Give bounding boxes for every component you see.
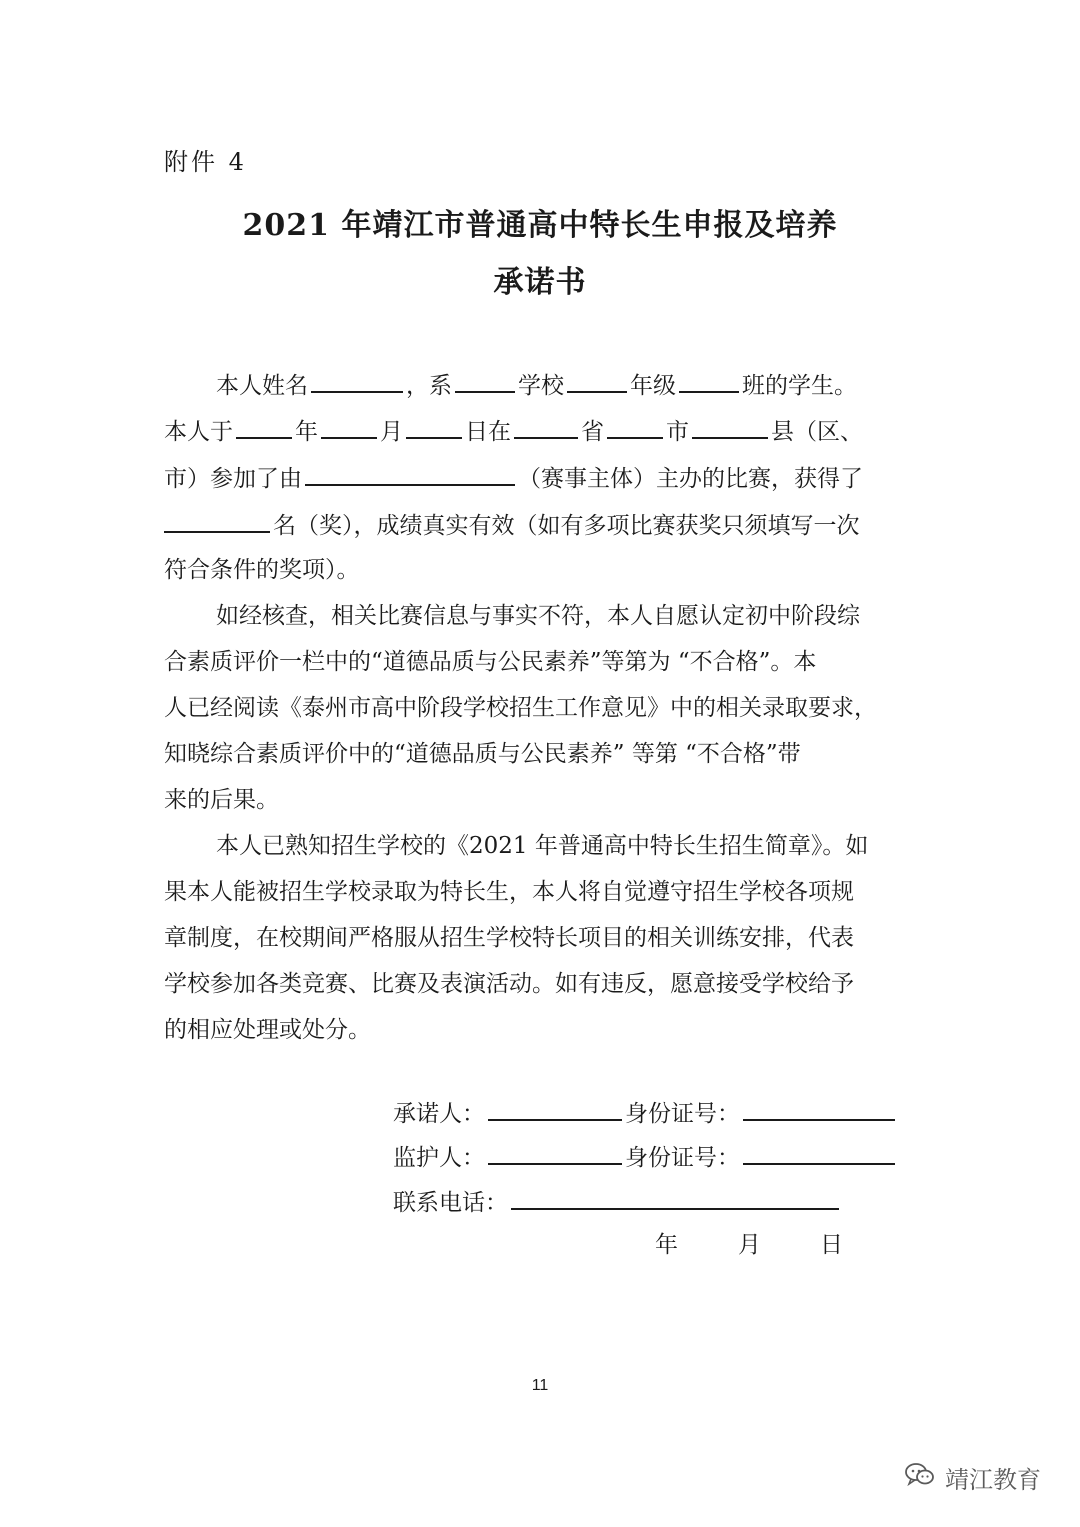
para2-line5: 来的后果。 xyxy=(164,787,279,813)
para1-line1: 本人姓名 ，系 学校 年级 班的学生。 xyxy=(216,369,857,401)
watermark-text: 靖江教育 xyxy=(945,1466,1041,1494)
class-blank xyxy=(679,369,739,393)
para3-line1: 本人已熟知招生学校的《2021 年普通高中特长生招生简章》。如 xyxy=(216,833,869,859)
para1-line5: 符合条件的奖项）。 xyxy=(164,557,360,583)
attachment-label: 附件 4 xyxy=(164,148,247,176)
county-blank xyxy=(692,415,768,439)
date-year: 年 xyxy=(655,1232,678,1258)
wechat-icon xyxy=(905,1462,935,1494)
phone-blank xyxy=(511,1186,839,1210)
day-blank xyxy=(406,415,462,439)
phone-row: 联系电话： xyxy=(393,1186,842,1218)
month-blank xyxy=(321,415,377,439)
para1-line3: 市）参加了由 （赛事主体）主办的比赛，获得了 xyxy=(164,462,863,494)
guardian-row: 监护人： 身份证号： xyxy=(393,1141,898,1173)
guardian-id-blank xyxy=(743,1141,895,1165)
promisor-id-blank xyxy=(743,1097,895,1121)
province-blank xyxy=(514,415,578,439)
school-blank xyxy=(455,369,515,393)
document-title: 2021 年靖江市普通高中特长生申报及培养 xyxy=(242,208,838,243)
para2-line1: 如经核查，相关比赛信息与事实不符，本人自愿认定初中阶段综 xyxy=(216,603,860,629)
promisor-blank xyxy=(488,1097,622,1121)
para2-line2: 合素质评价一栏中的“道德品质与公民素养”等第为 “不合格”。本 xyxy=(164,649,817,675)
para3-line2: 果本人能被招生学校录取为特长生，本人将自觉遵守招生学校各项规 xyxy=(164,879,854,905)
guardian-blank xyxy=(488,1141,622,1165)
year-blank xyxy=(236,415,292,439)
document-subtitle: 承诺书 xyxy=(493,265,587,300)
grade-blank xyxy=(567,369,627,393)
name-blank xyxy=(311,369,403,393)
city-blank xyxy=(607,415,663,439)
date-day: 日 xyxy=(820,1232,843,1258)
para2-line4: 知晓综合素质评价中的“道德品质与公民素养” 等第 “不合格”带 xyxy=(164,741,801,767)
para3-line3: 章制度，在校期间严格服从招生学校特长项目的相关训练安排，代表 xyxy=(164,925,854,951)
para3-line5: 的相应处理或处分。 xyxy=(164,1017,371,1043)
para1-line4: 名（奖），成绩真实有效（如有多项比赛获奖只须填写一次 xyxy=(164,509,860,541)
promisor-row: 承诺人： 身份证号： xyxy=(393,1097,898,1129)
page-number: 11 xyxy=(531,1377,549,1394)
organizer-blank xyxy=(305,462,515,486)
para1-line2: 本人于 年 月 日在 省 市 县（区、 xyxy=(164,415,863,447)
award-blank xyxy=(164,509,270,533)
wechat-watermark xyxy=(905,1460,1041,1495)
date-month: 月 xyxy=(738,1232,761,1258)
para2-line3: 人已经阅读《泰州市高中阶段学校招生工作意见》中的相关录取要求， xyxy=(164,695,877,721)
para3-line4: 学校参加各类竞赛、比赛及表演活动。如有违反，愿意接受学校给予 xyxy=(164,971,854,997)
